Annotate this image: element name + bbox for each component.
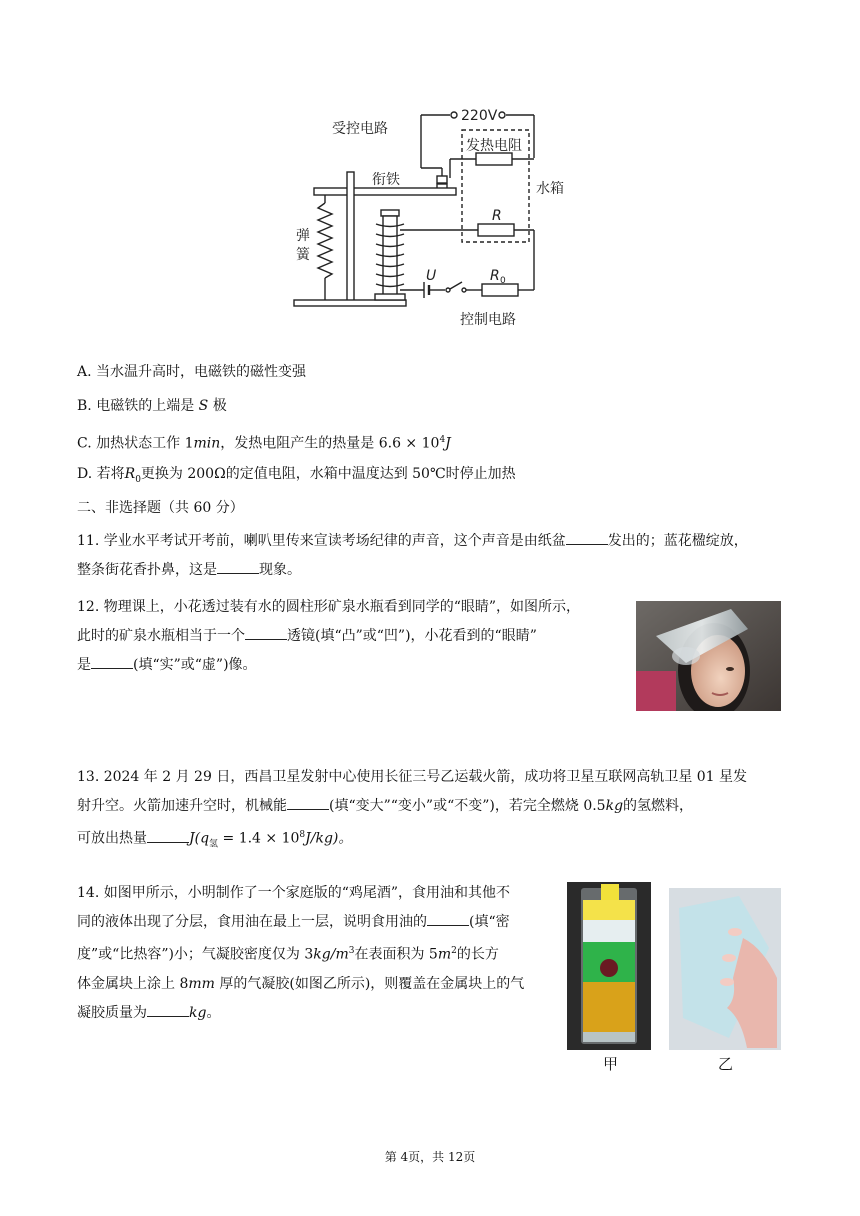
label-220v: 220V	[461, 108, 498, 124]
q13-text-3a: 可放出热量	[77, 830, 147, 847]
label-armature: 衔铁	[372, 172, 400, 188]
q11-text-4: 现象。	[259, 562, 301, 578]
page-footer: 第 4页，共 12页	[384, 1150, 476, 1164]
question-12	[77, 593, 637, 680]
q14-sup-2: 2	[451, 946, 457, 956]
label-r0-subscript: 0	[500, 276, 506, 286]
option-c-text: C. 加热状态工作 1	[77, 435, 194, 452]
q13-text-3c: = 1.4 × 10	[218, 830, 300, 847]
q14-unit-density: kg/m	[313, 946, 349, 963]
q13-text-3d: J/kg)。	[305, 830, 353, 847]
option-d-suffix: 更换为 200Ω的定值电阻，水箱中温度达到 50℃时停止加热	[140, 466, 516, 482]
q14-text-4b: 厚的气凝胶(如图乙所示)，则覆盖在金属块上的气	[214, 975, 525, 992]
q14-text-3a: 度”或“比热容”)小；气凝胶密度仅为 3	[77, 946, 314, 963]
q11-text-3: 整条街花香扑鼻，这是	[77, 562, 217, 578]
q13-text-2b: (填“变大”“变小”或“不变”)，若完全燃烧 0.5	[329, 798, 606, 814]
q12-blank-2[interactable]	[91, 654, 133, 669]
q14-line-1: 14. 如图甲所示，小明制作了一个家庭版的“鸡尾酒”，食用油和其他不	[77, 885, 511, 901]
q14-text-2: 同的液体出现了分层，食用油在最上一层，说明食用油的	[77, 914, 427, 930]
q14-sup-3: 3	[348, 946, 355, 956]
option-b	[77, 396, 227, 416]
figure-jia-label: 甲	[603, 1055, 619, 1073]
option-d-text: D. 若将	[77, 466, 125, 482]
option-d-var: R	[124, 466, 136, 482]
q12-text-2b: 透镜(填“凸”或“凹”)，小花看到的“眼睛”	[287, 628, 537, 644]
label-spring-1: 弹	[296, 228, 310, 244]
q13-unit-kg: kg	[605, 798, 624, 814]
label-spring-2: 簧	[296, 247, 310, 263]
question-11	[77, 527, 787, 585]
option-b-suffix: 极	[212, 398, 227, 414]
q13-text-3b: J(q	[189, 830, 210, 847]
q14-text-3c: 的长方	[456, 946, 499, 963]
q12-text-3a: 是	[77, 657, 91, 673]
q12-blank-1[interactable]	[245, 625, 287, 640]
label-u: U	[426, 268, 437, 284]
option-c-var: min	[193, 435, 221, 452]
q13-sub: 氢	[209, 839, 219, 850]
option-c-mid: ，发热电阻产生的热量是 6.6 × 10	[220, 435, 440, 452]
option-b-var: S	[198, 398, 209, 414]
q14-text-2b: (填“密	[469, 914, 510, 930]
label-water-tank: 水箱	[536, 181, 564, 197]
q12-text-2a: 此时的矿泉水瓶相当于一个	[77, 628, 245, 644]
q13-blank-2[interactable]	[147, 828, 189, 843]
option-d-sub: 0	[135, 474, 141, 485]
option-c-sup: 4	[439, 435, 446, 445]
q11-blank-2[interactable]	[217, 559, 259, 574]
q13-text-2c: 的氢燃料，	[623, 798, 694, 814]
option-b-text: B. 电磁铁的上端是	[77, 398, 195, 414]
layered-liquid-glass-photo	[567, 882, 651, 1050]
q13-sup: 8	[299, 830, 306, 840]
q14-unit-mm: mm	[188, 975, 215, 992]
q12-text-3b: (填“实”或“虚”)像。	[133, 657, 257, 673]
figure-yi-label: 乙	[718, 1055, 734, 1073]
girl-bottle-photo	[636, 601, 781, 711]
q11-text-2: 发出的；蓝花楹绽放，	[607, 533, 748, 549]
option-c-unit: J	[445, 435, 451, 452]
electromagnetic-relay-circuit-diagram	[290, 98, 580, 336]
label-controlled-circuit: 受控电路	[332, 121, 388, 137]
label-r0: R	[490, 268, 500, 284]
q13-blank-1[interactable]	[287, 795, 329, 810]
option-d	[77, 464, 516, 490]
q13-line-1: 13. 2024 年 2 月 29 日，西昌卫星发射中心使用长征三号乙运载火箭，成功将卫星互联网高轨卫星 01 星发	[77, 769, 748, 785]
question-14	[77, 879, 557, 1028]
q11-text-1: 11. 学业水平考试开考前，喇叭里传来宣读考场纪律的声音，这个声音是由纸盆	[77, 533, 566, 549]
q14-text-3b: 在表面积为 5	[354, 946, 438, 963]
q14-unit-kg: kg	[189, 1004, 207, 1021]
q13-text-2a: 射升空。火箭加速升空时，机械能	[77, 798, 287, 814]
aerogel-hand-photo	[669, 888, 781, 1050]
section-heading: 二、非选择题（共 60 分）	[77, 500, 244, 516]
label-control-circuit: 控制电路	[460, 312, 516, 328]
q14-blank-1[interactable]	[427, 911, 469, 926]
q14-text-4a: 体金属块上涂上 8	[77, 975, 189, 992]
q12-line-1: 12. 物理课上，小花透过装有水的圆柱形矿泉水瓶看到同学的“眼睛”，如图所示，	[77, 599, 581, 615]
question-13	[77, 763, 787, 859]
option-a-text: A. 当水温升高时，电磁铁的磁性变强	[77, 364, 307, 380]
label-heater-resistor: 发热电阻	[466, 138, 522, 154]
q11-blank-1[interactable]	[566, 530, 608, 545]
q14-text-5b: 。	[206, 1004, 221, 1021]
q14-text-5a: 凝胶质量为	[77, 1004, 147, 1021]
label-r: R	[492, 208, 502, 224]
q14-unit-area: m	[437, 946, 452, 963]
option-a	[77, 362, 306, 382]
q14-blank-2[interactable]	[147, 1002, 189, 1017]
option-c	[77, 430, 451, 454]
